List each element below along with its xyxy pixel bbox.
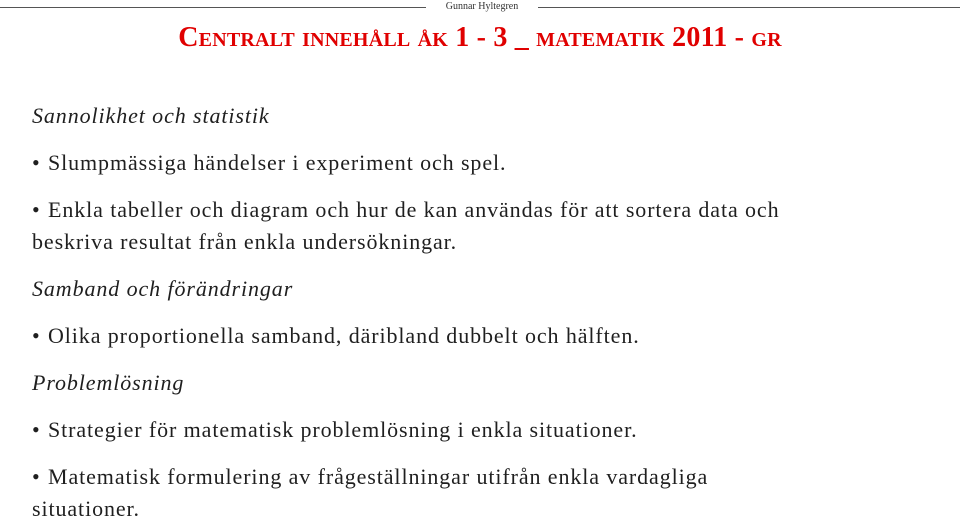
list-item-continuation: situationer.	[32, 496, 140, 521]
header-rule-right	[538, 7, 960, 8]
content-body	[32, 100, 952, 525]
list-item: • Enkla tabeller och diagram och hur de kan användas för att sortera data och	[32, 194, 952, 226]
list-item-continuation: beskriva resultat från enkla undersökningar.	[32, 229, 458, 254]
section-heading-sannolikhet: Sannolikhet och statistik	[32, 103, 270, 128]
bullet-icon: •	[32, 323, 41, 348]
section-heading-samband: Samband och förändringar	[32, 276, 294, 301]
list-item: • Strategier för matematisk problemlösning i enkla situationer.	[32, 414, 952, 446]
bullet-icon: •	[32, 150, 41, 175]
list-item: • Matematisk formulering av frågeställningar utifrån enkla vardagliga	[32, 461, 952, 493]
page-title: Centralt innehåll åk 1 - 3 _ matematik 2011 - gr	[178, 22, 782, 53]
header-rule-left	[0, 7, 426, 8]
bullet-icon: •	[32, 464, 41, 489]
bullet-icon: •	[32, 197, 41, 222]
list-item: • Olika proportionella samband, däribland dubbelt och hälften.	[32, 320, 952, 352]
bullet-icon: •	[32, 417, 41, 442]
author-label: Gunnar Hyltegren	[445, 1, 519, 12]
section-heading-problemlosning: Problemlösning	[32, 370, 185, 395]
list-item: • Slumpmässiga händelser i experiment och spel.	[32, 147, 952, 179]
